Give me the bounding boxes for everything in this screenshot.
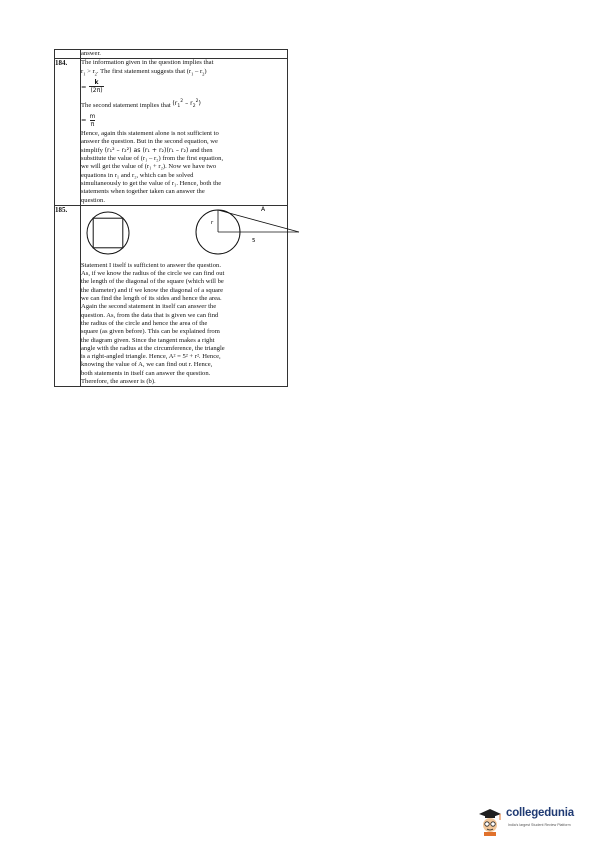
q184-statement-2: [81, 100, 287, 110]
geometry-diagram: [78, 206, 303, 262]
collegedunia-logo: [476, 806, 592, 836]
q184-para-line-5: we will get the value of (r₁ + r₂). Now we have two: [81, 163, 217, 171]
eq2-fraction: [89, 113, 95, 128]
q184-para-line-3: simplify (r₁² – r₂²) as (r₁ + r₂)(r₁ – r₂) and then: [81, 146, 213, 154]
answer-body-184: [81, 59, 288, 206]
q184-para-line-4: substitute the value of (r₁ – r₂) from the first equation,: [81, 155, 224, 163]
eq2-equals: =: [81, 116, 87, 125]
q185-line: angle with the radius at the circumference, the triangle: [81, 344, 225, 352]
q184-para-line-7: simultaneously to get the value of r₁. Hence, both the: [81, 179, 222, 187]
prev-tail-text: answer.: [81, 50, 101, 57]
q185-figures: [81, 206, 287, 262]
table-row-continuation: [55, 50, 288, 59]
q185-line: the radius of the circle and hence the area of the: [81, 319, 208, 327]
q185-line: Again the second statement in itself can answer the: [81, 303, 217, 311]
q185-line: the diameter) and if we know the diagonal of a square: [81, 286, 224, 294]
inscribed-square: [93, 218, 123, 248]
q185-line: the length of the diagonal of the square (which will be: [81, 278, 224, 286]
mascot-icon: [476, 806, 506, 836]
q184-para-line-1: Hence, again this statement alone is not sufficient to: [81, 130, 219, 138]
q185-line: As, if we know the radius of the circle we can find out: [81, 270, 225, 278]
table-row-q184: [55, 59, 288, 206]
question-number-184: 184.: [55, 59, 81, 206]
answer-sheet: [54, 49, 288, 387]
logo-name: collegedunia: [506, 807, 574, 819]
q185-explanation: [81, 262, 287, 386]
logo-tagline: India's largest Student Review Platform: [508, 823, 571, 827]
q185-line: both statements in itself can answer the question.: [81, 369, 211, 377]
equation-2: [81, 110, 287, 130]
label-5: 5: [252, 237, 256, 244]
label-A: A: [261, 205, 266, 213]
eq2-numerator: m: [89, 112, 96, 120]
s2-math: $(r_1^2 - r_2^2)$: [172, 98, 201, 110]
prev-answer-tail: [81, 50, 288, 59]
q184-para-line-2: answer the question. But in the second equation, we: [81, 138, 218, 146]
equation-1: [81, 76, 287, 98]
q184-para-line-9: question.: [81, 196, 105, 204]
q184-para-line-8: statements when together taken can answer the: [81, 188, 205, 196]
q185-line: we can find the length of its sides and hence the area.: [81, 295, 222, 303]
answer-table: [54, 49, 288, 387]
answer-body-185: [81, 205, 288, 386]
eq1-fraction: [89, 79, 103, 94]
eq1-equals: =: [81, 82, 87, 91]
q185-line: knowing the value of A, we can find out r. Hence,: [81, 361, 213, 369]
table-row-q185: [55, 205, 288, 386]
q184-para-line-6: equations in r₁ and r₂, which can be solved: [81, 171, 194, 179]
number-cell-empty: [55, 50, 81, 59]
q184-line-2: $r_1 > r_2$. The first statement suggests that $(r_1 - r_2)$: [81, 67, 207, 76]
q185-line: the diagram given. Since the tangent makes a right: [81, 336, 215, 344]
s2-text: The second statement implies that: [81, 101, 171, 109]
label-r: r: [211, 219, 214, 226]
eq2-denominator: π: [90, 120, 95, 128]
q185-line: is a right-angled triangle. Hence, A² = 5² + r². Hence,: [81, 353, 221, 361]
eq1-denominator: (2π): [90, 87, 103, 95]
q184-line-1: The information given in the question implies that: [81, 59, 214, 67]
factor-expression: (r₁² – r₂²) as (r₁ + r₂)(r₁ – r₂): [104, 146, 189, 154]
q185-line: square (as given before). This can be explained from: [81, 328, 220, 336]
tangent-line: [218, 210, 299, 232]
question-number-185: 185.: [55, 205, 81, 386]
q185-line: Therefore, the answer is (b).: [81, 378, 156, 386]
q185-line: question. As, from the data that is given we can find: [81, 311, 219, 319]
eq1-numerator: k: [94, 79, 99, 87]
q185-line: Statement I itself is sufficient to answer the question.: [81, 261, 221, 269]
